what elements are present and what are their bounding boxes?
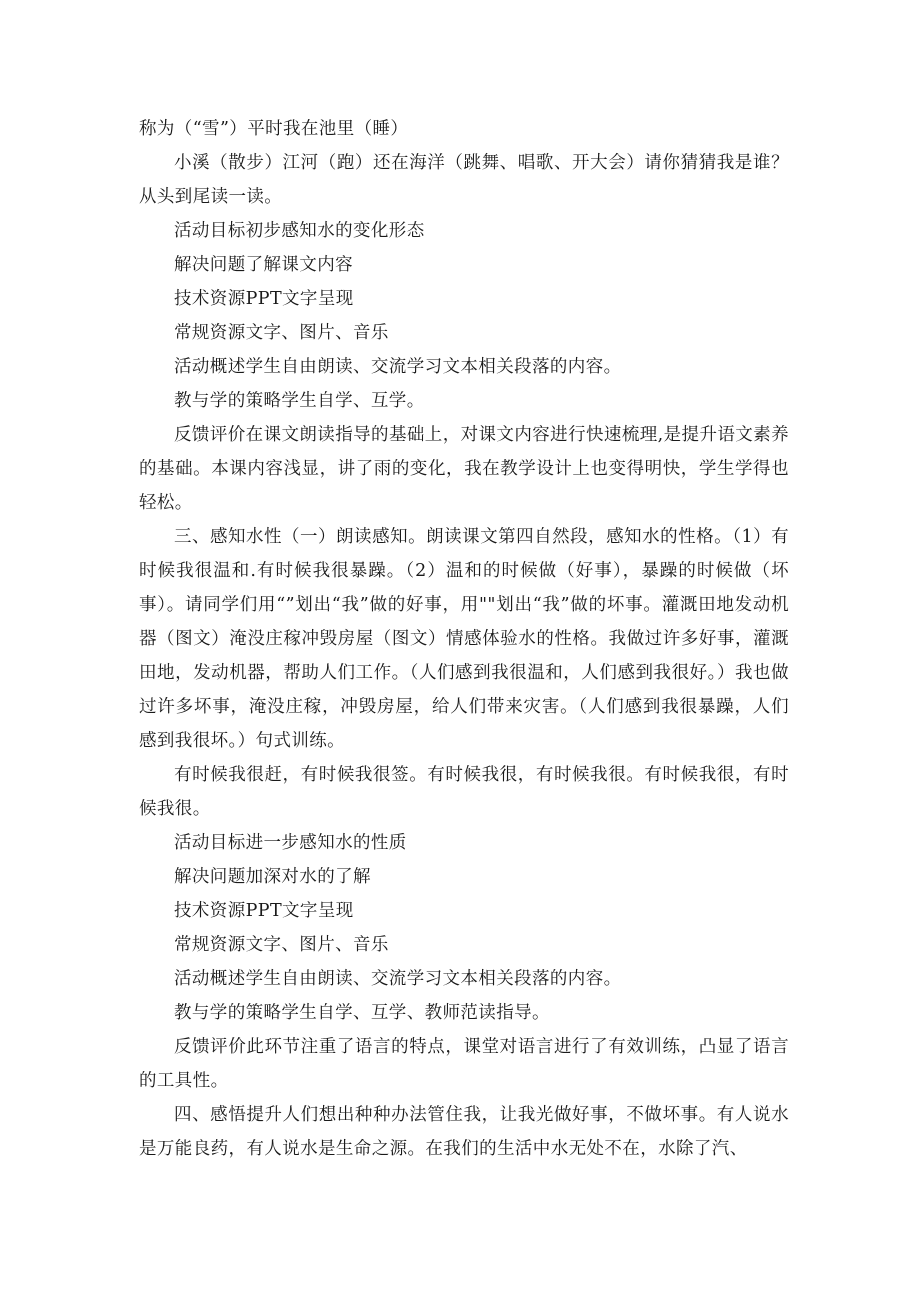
paragraph-13: 解决问题加深对水的了解 [174, 867, 371, 887]
paragraph-18: 反馈评价此环节注重了语言的特点，课堂对语言进行了有效训练，凸显了语言的工具性。 [139, 1037, 789, 1091]
paragraph-3: 活动目标初步感知水的变化形态 [174, 221, 425, 241]
paragraph-17: 教与学的策略学生自学、互学、教师范读指导。 [174, 1003, 550, 1023]
paragraph-9: 反馈评价在课文朗读指导的基础上，对课文内容进行快速梳理,是提升语文素养的基础。本课内容浅显，讲了雨的变化，我在教学设计上也变得明快，学生学得也轻松。 [139, 425, 789, 513]
paragraph-12: 活动目标进一步感知水的性质 [174, 833, 407, 853]
paragraph-7: 活动概述学生自由朗读、交流学习文本相关段落的内容。 [174, 357, 622, 377]
paragraph-15: 常规资源文字、图片、音乐 [174, 935, 389, 955]
paragraph-8: 教与学的策略学生自学、互学。 [174, 391, 425, 411]
paragraph-5: 技术资源PPT文字呈现 [174, 289, 354, 309]
paragraph-10: 三、感知水性（一）朗读感知。朗读课文第四自然段，感知水的性格。（1）有时候我很温和.有时候我很暴躁。（2）温和的时候做（好事），暴躁的时候做（坏事）。请同学们用“”划出“我”做的好事，用""划出“我”做的坏事。灌溉田地发动机器（图文）淹没庄稼冲毁房屋（图文）情感体验水的性格。我做过许多好事，灌溉田地，发动机器，帮助人们工作。（人们感到我很温和，人们感到我很好。）我也做过许多坏事，淹没庄稼，冲毁房屋，给人们带来灾害。（人们感到我很暴躁，人们感到我很坏。）句式训练。 [139, 527, 789, 751]
paragraph-6: 常规资源文字、图片、音乐 [174, 323, 389, 343]
paragraph-16: 活动概述学生自由朗读、交流学习文本相关段落的内容。 [174, 969, 622, 989]
paragraph-4: 解决问题了解课文内容 [174, 255, 353, 275]
paragraph-19: 四、感悟提升人们想出种种办法管住我，让我光做好事，不做坏事。有人说水是万能良药，有人说水是生命之源。在我们的生活中水无处不在，水除了汽、 [139, 1105, 789, 1159]
paragraph-11: 有时候我很赶，有时候我很签。有时候我很，有时候我很。有时候我很，有时候我很。 [139, 765, 789, 819]
document-page [139, 112, 789, 1166]
paragraph-2: 小溪（散步）江河（跑）还在海洋（跳舞、唱歌、开大会）请你猜猜我是谁？从头到尾读一读。 [139, 153, 789, 207]
paragraph-14: 技术资源PPT文字呈现 [174, 901, 354, 921]
paragraph-1: 称为（“雪”）平时我在池里（睡） [139, 119, 409, 139]
